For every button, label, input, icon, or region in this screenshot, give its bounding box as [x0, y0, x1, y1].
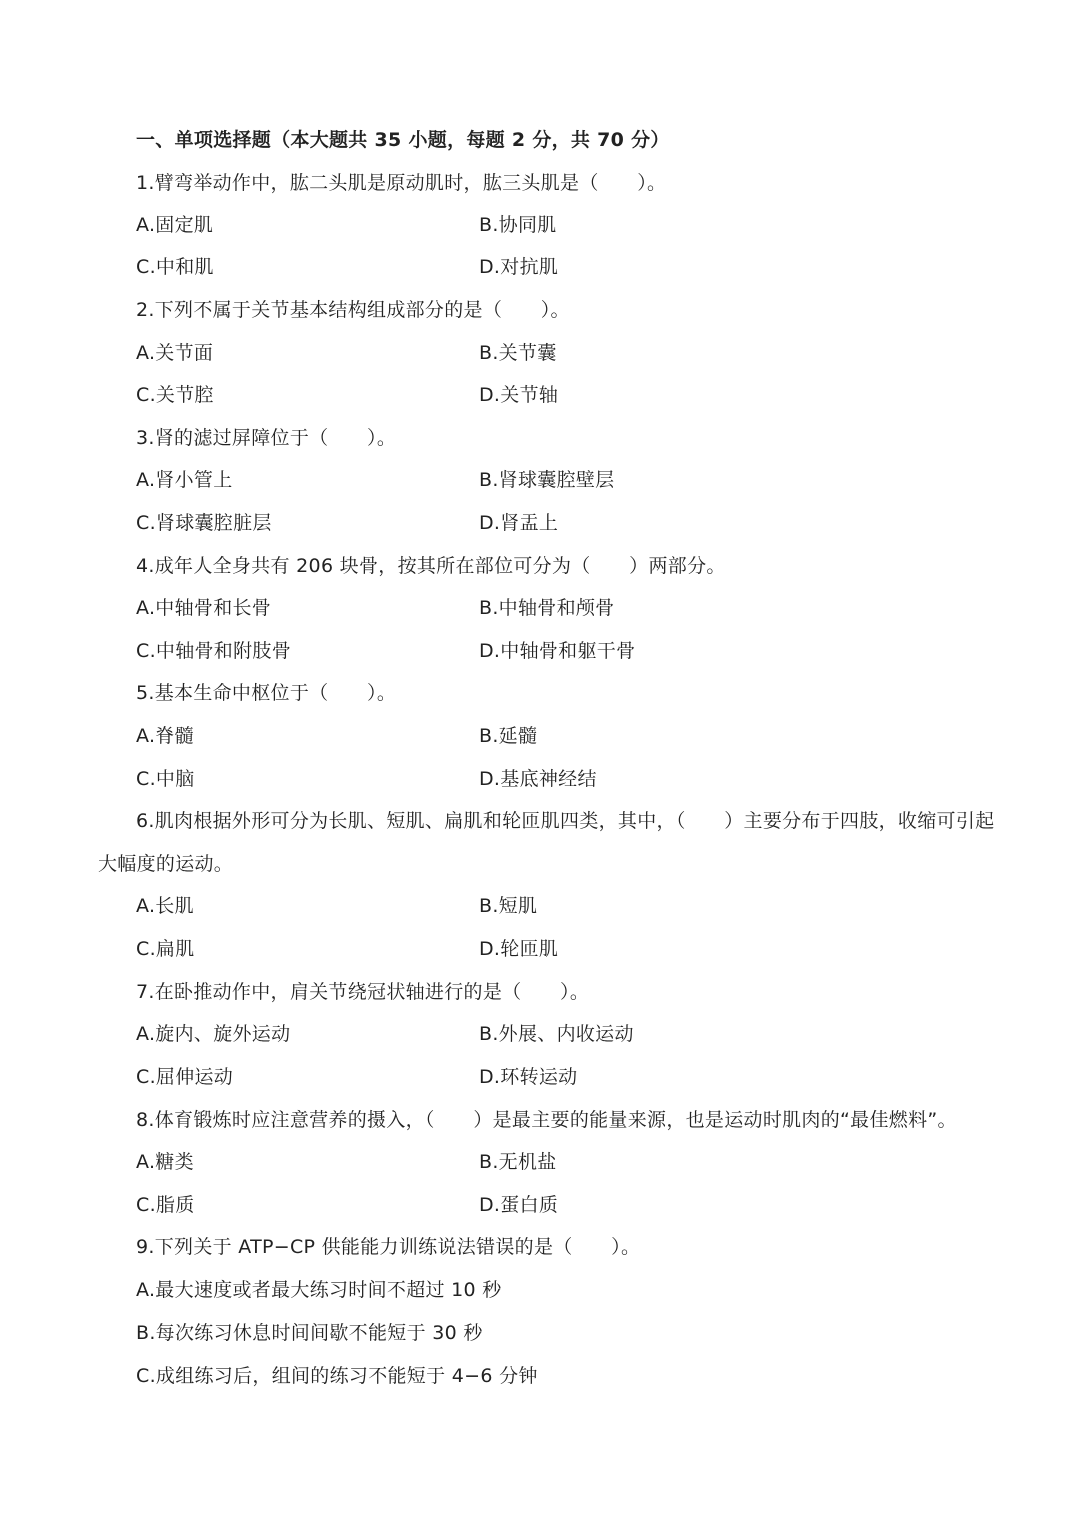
question-1-stem: 1.臂弯举动作中，肱二头肌是原动肌时，肱三头肌是（ ）。	[136, 172, 667, 194]
question-7-option-d: D.环转运动	[479, 1066, 578, 1088]
question-9-option-a: A.最大速度或者最大练习时间不超过 10 秒	[136, 1279, 502, 1301]
question-2-option-b: B.关节囊	[479, 342, 557, 364]
question-5-option-d: D.基底神经结	[479, 768, 597, 790]
question-4-option-a: A.中轴骨和长骨	[136, 597, 272, 619]
question-3-option-c: C.肾球囊腔脏层	[136, 512, 272, 534]
question-5-stem: 5.基本生命中枢位于（ ）。	[136, 682, 397, 704]
question-8-option-c: C.脂质	[136, 1194, 195, 1216]
question-3-option-a: A.肾小管上	[136, 469, 233, 491]
question-1-option-c: C.中和肌	[136, 256, 214, 278]
question-4-option-d: D.中轴骨和躯干骨	[479, 640, 636, 662]
question-8-option-d: D.蛋白质	[479, 1194, 559, 1216]
question-1-option-b: B.协同肌	[479, 214, 557, 236]
question-6-option-d: D.轮匝肌	[479, 938, 559, 960]
question-7-option-b: B.外展、内收运动	[479, 1023, 634, 1045]
question-9-option-b: B.每次练习休息时间间歇不能短于 30 秒	[136, 1322, 483, 1344]
question-4-option-c: C.中轴骨和附肢骨	[136, 640, 292, 662]
question-6-option-a: A.长肌	[136, 895, 194, 917]
question-3-option-b: B.肾球囊腔壁层	[479, 469, 615, 491]
question-9-stem: 9.下列关于 ATP−CP 供能能力训练说法错误的是（ ）。	[136, 1236, 641, 1258]
question-3-stem: 3.肾的滤过屏障位于（ ）。	[136, 427, 397, 449]
question-8-option-a: A.糖类	[136, 1151, 194, 1173]
question-6-stem-continuation: 大幅度的运动。	[98, 853, 234, 875]
question-7-option-c: C.屈伸运动	[136, 1066, 234, 1088]
question-7-option-a: A.旋内、旋外运动	[136, 1023, 291, 1045]
question-7-stem: 7.在卧推动作中，肩关节绕冠状轴进行的是（ ）。	[136, 981, 590, 1003]
question-9-option-c: C.成组练习后，组间的练习不能短于 4−6 分钟	[136, 1365, 538, 1387]
question-4-stem: 4.成年人全身共有 206 块骨，按其所在部位可分为（ ）两部分。	[136, 555, 726, 577]
question-2-option-c: C.关节腔	[136, 384, 214, 406]
question-2-option-a: A.关节面	[136, 342, 214, 364]
question-8-stem: 8.体育锻炼时应注意营养的摄入，（ ）是最主要的能量来源，也是运动时肌肉的“最佳燃料”。	[136, 1109, 957, 1131]
question-4-option-b: B.中轴骨和颅骨	[479, 597, 615, 619]
question-2-option-d: D.关节轴	[479, 384, 559, 406]
question-1-option-d: D.对抗肌	[479, 256, 559, 278]
section-title: 一、单项选择题（本大题共 35 小题，每题 2 分，共 70 分）	[136, 129, 670, 151]
question-1-option-a: A.固定肌	[136, 214, 214, 236]
question-3-option-d: D.肾盂上	[479, 512, 559, 534]
question-6-option-b: B.短肌	[479, 895, 538, 917]
question-6-option-c: C.扁肌	[136, 938, 195, 960]
question-8-option-b: B.无机盐	[479, 1151, 557, 1173]
question-6-stem: 6.肌肉根据外形可分为长肌、短肌、扁肌和轮匝肌四类，其中，（ ）主要分布于四肢，收缩可引起	[136, 810, 995, 832]
question-5-option-c: C.中脑	[136, 768, 195, 790]
question-5-option-b: B.延髓	[479, 725, 538, 747]
question-2-stem: 2.下列不属于关节基本结构组成部分的是（ ）。	[136, 299, 570, 321]
question-5-option-a: A.脊髓	[136, 725, 194, 747]
